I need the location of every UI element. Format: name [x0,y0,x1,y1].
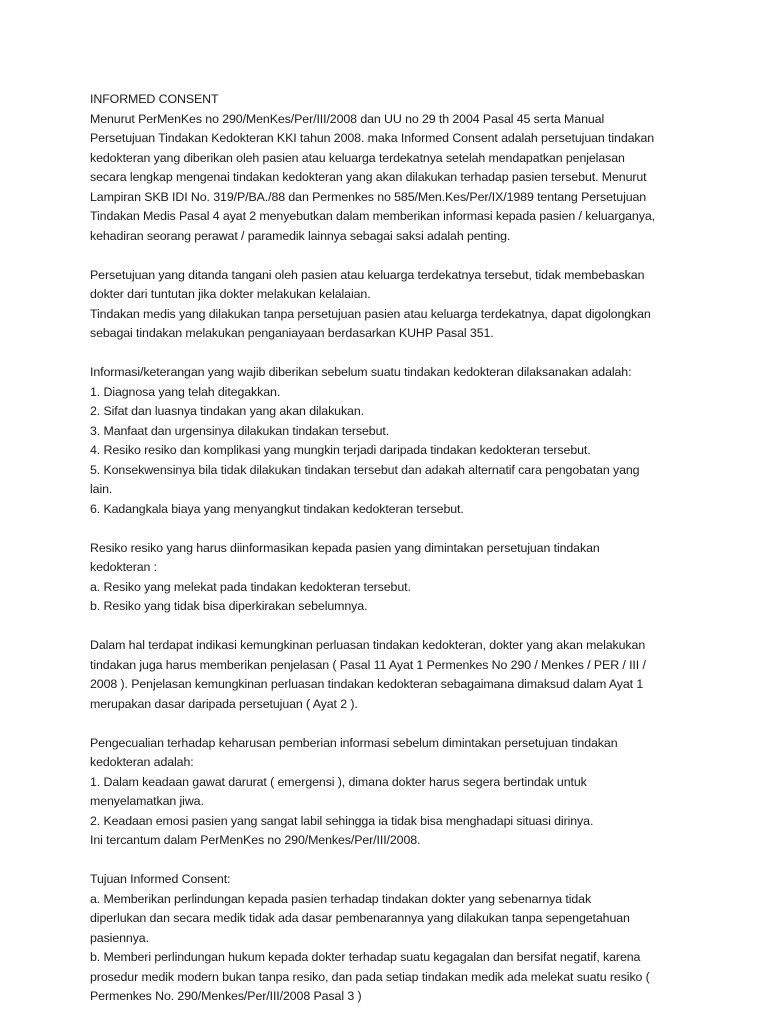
text-line: Pengecualian terhadap keharusan pemberian informasi sebelum dimintakan persetujuan tindakan [90,735,618,750]
list-item: 1. Dalam keadaan gawat darurat ( emergensi ), dimana dokter harus segera bertindak untuk [90,774,587,789]
paragraph-risks [90,539,690,617]
text-line: Menurut PerMenKes no 290/MenKes/Per/III/2008 dan UU no 29 th 2004 Pasal 45 serta Manual [90,111,605,126]
paragraph-gap [90,851,690,871]
text-line: Ini tercantum dalam PerMenKes no 290/Menkes/Per/III/2008. [90,833,421,847]
list-item: b. Resiko yang tidak bisa diperkirakan sebelumnya. [90,599,368,613]
text-line: Tujuan Informed Consent: [90,872,231,886]
document-title: INFORMED CONSENT [90,92,219,106]
text-line: kedokteran adalah: [90,755,194,769]
text-line: dokter dari tuntutan jika dokter melakukan kelalaian. [90,287,371,301]
paragraph-exceptions [90,734,690,851]
text-line: 2008 ). Penjelasan kemungkinan perluasan tindakan kedokteran sebagaimana dimaksud dalam Ayat 1 [90,677,644,691]
list-item: a. Resiko yang melekat pada tindakan kedokteran tersebut. [90,579,411,594]
list-item: 4. Resiko resiko dan komplikasi yang mungkin terjadi daripada tindakan kedokteran tersebut. [90,443,591,457]
list-item: 5. Konsekwensinya bila tidak dilakukan tindakan tersebut dan adakah alternatif cara pengobatan yang [90,462,640,477]
paragraph-required-information [90,363,690,519]
list-item: diperlukan dan secara medik tidak ada dasar pembenarannya yang dilakukan tanpa sepengetahuan [90,911,630,925]
text-line: kedokteran : [90,560,157,574]
text-line: kedokteran yang diberikan oleh pasien atau keluarga terdekatnya setelah mendapatkan penjelasan [90,150,625,165]
text-line: merupakan dasar daripada persetujuan ( Ayat 2 ). [90,696,358,711]
paragraph-gap [90,714,690,734]
text-line: tindakan juga harus memberikan penjelasan ( Pasal 11 Ayat 1 Permenkes No 290 / Menkes / PER / III / [90,657,646,672]
text-line: secara lengkap mengenai tindakan kedokteran yang akan dilakukan terhadap pasien tersebut. Menurut [90,170,647,184]
text-line: Persetujuan yang ditanda tangani oleh pasien atau keluarga terdekatnya tersebut, tidak membebaskan [90,267,645,282]
paragraph-gap [90,519,690,539]
text-line: Resiko resiko yang harus diinformasikan kepada pasien yang dimintakan persetujuan tindakan [90,540,600,555]
list-item: pasiennya. [90,930,149,945]
list-item: menyelamatkan jiwa. [90,794,204,808]
list-item: Permenkes No. 290/Menkes/Per/III/2008 Pasal 3 ) [90,989,362,1003]
list-item: b. Memberi perlindungan hukum kepada dokter terhadap suatu kegagalan dan bersifat negatif, karena [90,950,641,964]
document-page [90,90,690,1007]
list-item: prosedur medik modern bukan tanpa resiko, dan pada setiap tindakan medik ada melekat suatu resiko ( [90,969,650,984]
list-item: 2. Sifat dan luasnya tindakan yang akan dilakukan. [90,404,364,418]
text-line: Dalam hal terdapat indikasi kemungkinan perluasan tindakan kedokteran, dokter yang akan melakukan [90,638,646,652]
text-line: Persetujuan Tindakan Kedokteran KKI tahun 2008. maka Informed Consent adalah persetujuan tindakan [90,131,655,145]
paragraph-purpose [90,870,690,1007]
text-line: sebagai tindakan melakukan penganiayaan berdasarkan KUHP Pasal 351. [90,326,494,340]
text-line: Lampiran SKB IDI No. 319/P/BA./88 dan Permenkes no 585/Men.Kes/Per/IX/1989 tentang Persetujuan [90,189,647,204]
paragraph-gap [90,344,690,364]
list-item: 2. Keadaan emosi pasien yang sangat labil sehingga ia tidak bisa menghadapi situasi dirinya. [90,813,594,828]
list-item: 3. Manfaat dan urgensinya dilakukan tindakan tersebut. [90,423,390,438]
paragraph-liability [90,266,690,344]
paragraph-gap [90,617,690,637]
text-line: kehadiran seorang perawat / paramedik lainnya sebagai saksi adalah penting. [90,228,511,243]
list-item: 1. Diagnosa yang telah ditegakkan. [90,384,281,399]
paragraph-definition [90,110,690,247]
list-item: 6. Kadangkala biaya yang menyangkut tindakan kedokteran tersebut. [90,501,464,516]
text-line: Tindakan medis yang dilakukan tanpa persetujuan pasien atau keluarga terdekatnya, dapat digolongkan [90,306,651,321]
text-line: Tindakan Medis Pasal 4 ayat 2 menyebutkan dalam memberikan informasi kepada pasien / keluarganya, [90,209,655,223]
text-line: Informasi/keterangan yang wajib diberikan sebelum suatu tindakan kedokteran dilaksanakan adalah: [90,365,632,379]
list-item: a. Memberikan perlindungan kepada pasien terhadap tindakan dokter yang sebenarnya tidak [90,891,592,906]
paragraph-gap [90,246,690,266]
list-item: lain. [90,482,113,496]
paragraph-extension [90,636,690,714]
